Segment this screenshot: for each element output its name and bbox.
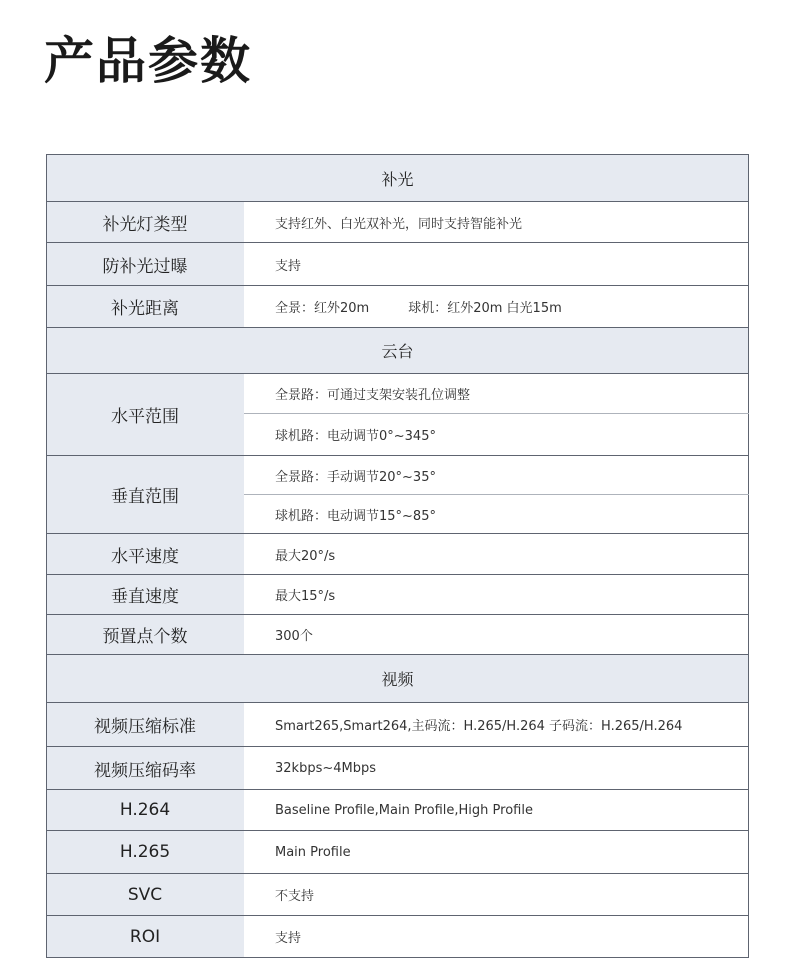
table-row: [47, 575, 749, 615]
section-title: 视频: [47, 655, 749, 703]
table-row: [47, 374, 749, 414]
table-row: [47, 747, 749, 790]
row-label: H.265: [47, 831, 244, 874]
row-label: ROI: [47, 916, 244, 958]
row-label: 视频压缩码率: [47, 747, 244, 790]
section-title: 云台: [47, 328, 749, 374]
row-label: 垂直范围: [47, 456, 244, 534]
table-row: [47, 243, 749, 286]
row-label: 补光距离: [47, 286, 244, 328]
table-row: [47, 202, 749, 243]
row-value: 32kbps~4Mbps: [244, 747, 749, 790]
row-value: 支持: [244, 243, 749, 286]
row-label: SVC: [47, 874, 244, 916]
row-value: 球机路：电动调节0°~345°: [244, 414, 749, 456]
section-header: [47, 155, 749, 202]
table-row: [47, 456, 749, 495]
row-value: 不支持: [244, 874, 749, 916]
table-row: [47, 286, 749, 328]
row-label: 预置点个数: [47, 615, 244, 655]
section-header: [47, 655, 749, 703]
row-value: 支持: [244, 916, 749, 958]
row-value: 全景路：可通过支架安装孔位调整: [244, 374, 749, 414]
table-row: [47, 703, 749, 747]
table-row: [47, 916, 749, 958]
table-row: [47, 874, 749, 916]
row-value: 球机路：电动调节15°~85°: [244, 495, 749, 534]
row-value: 支持红外、白光双补光，同时支持智能补光: [244, 202, 749, 243]
row-label: 视频压缩标准: [47, 703, 244, 747]
table-row: [47, 831, 749, 874]
spec-table: [46, 154, 749, 958]
row-value: Main Profile: [244, 831, 749, 874]
table-row: [47, 534, 749, 575]
row-value: 最大20°/s: [244, 534, 749, 575]
row-value: Baseline Profile,Main Profile,High Profile: [244, 790, 749, 831]
row-value: Smart265,Smart264,主码流：H.265/H.264 子码流：H.265/H.264: [244, 703, 749, 747]
section-header: [47, 328, 749, 374]
row-label: 补光灯类型: [47, 202, 244, 243]
row-value: 300个: [244, 615, 749, 655]
row-label: H.264: [47, 790, 244, 831]
section-title: 补光: [47, 155, 749, 202]
row-value: 全景路：手动调节20°~35°: [244, 456, 749, 495]
row-label: 水平范围: [47, 374, 244, 456]
row-value: 全景：红外20m 球机：红外20m 白光15m: [244, 286, 749, 328]
row-label: 垂直速度: [47, 575, 244, 615]
table-row: [47, 615, 749, 655]
row-value: 最大15°/s: [244, 575, 749, 615]
row-label: 水平速度: [47, 534, 244, 575]
page-title: 产品参数: [44, 32, 252, 90]
row-label: 防补光过曝: [47, 243, 244, 286]
table-row: [47, 790, 749, 831]
